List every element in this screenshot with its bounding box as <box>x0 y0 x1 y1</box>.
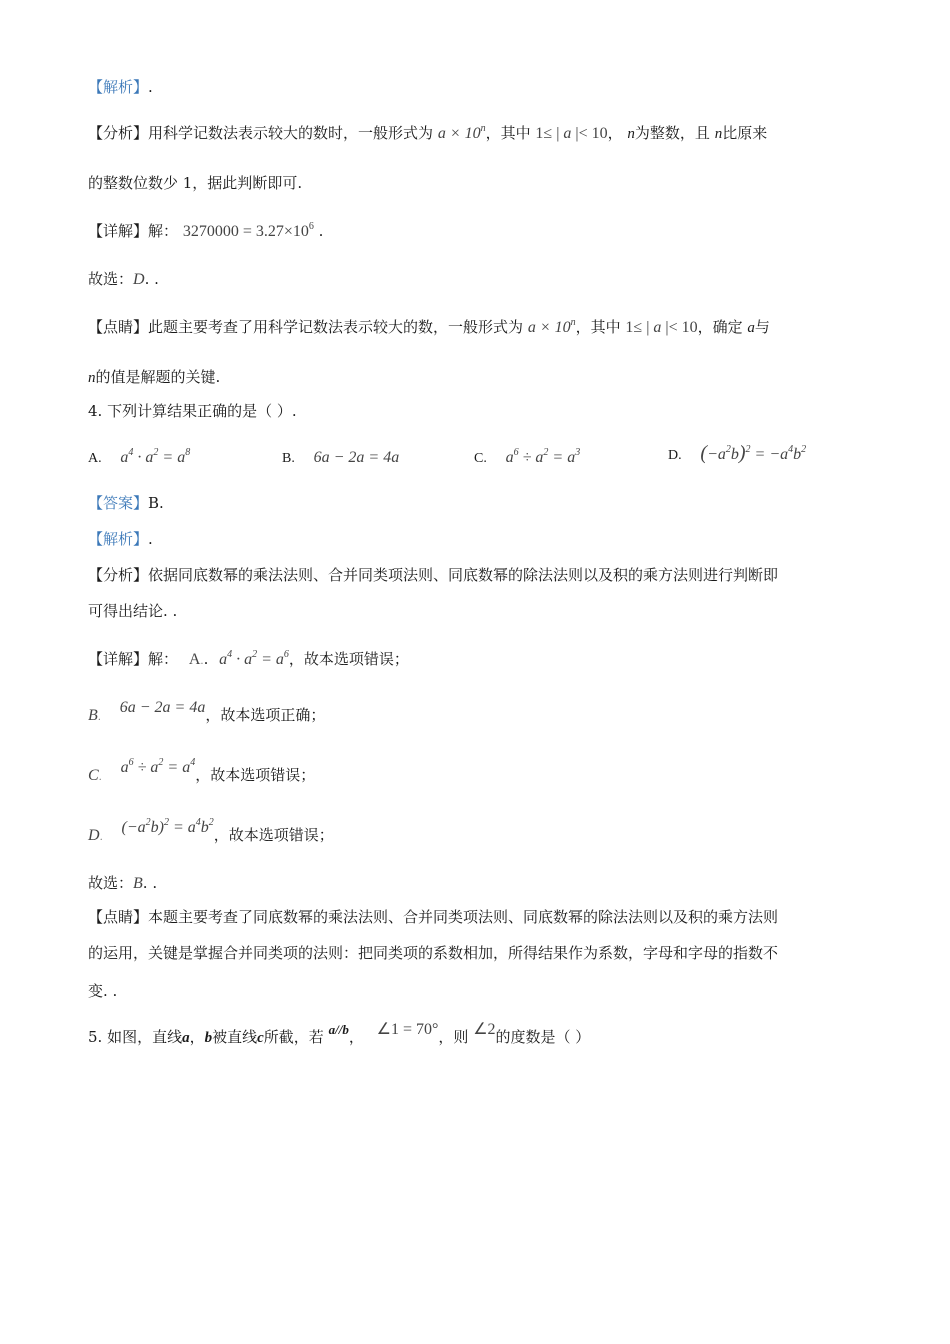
answer-value: B. <box>148 494 164 512</box>
q4-xiangjie-a: 【详解】解： A.. $a^4 \cdot a^2 = a^6$，故本选项错误； <box>88 649 409 668</box>
q4-dianjing-line3: 变. . <box>88 982 118 1000</box>
angle-2-symbol: ∠2 <box>473 1021 496 1038</box>
q4-dianjing-line1: 【点睛】本题主要考查了同底数幂的乘法法则、合并同类项法则、同底数幂的除法法则以及积的乘方法则 <box>88 908 779 926</box>
q4-dianjing-line2: 的运用，关键是掌握合并同类项的法则：把同类项的系数相加，所得结果作为系数，字母和字母的指数不 <box>88 944 779 962</box>
q3-jiexi-line: 【解析】. <box>88 78 153 96</box>
q4-option-a: A. $a^4 \cdot a^2 = a^8$ <box>88 447 191 466</box>
q5-stem: 5. 如图，直线a，b被直线c所截，若 a//b， ∠1 = 70°，则 ∠2的度数是（ ） <box>88 1021 591 1046</box>
fenxi-tag: 【分析】 <box>88 566 149 584</box>
q4-option-d: D. $(-a^2b)^2 = -a^4b^2$ <box>668 442 807 464</box>
q4-xiangjie-b: B. 6a − 2a = 4a，故本选项正确； <box>88 699 326 724</box>
xiangjie-tag: 【详解】 <box>88 650 149 668</box>
q4-fenxi-line2: 可得出结论. . <box>88 602 178 620</box>
sci-notation-formula: $a \times 10^n$ <box>437 123 486 142</box>
q4-guxuan-line: 故选：B. . <box>88 874 158 892</box>
q3-guxuan-line: 故选：D. . <box>88 270 159 288</box>
range-condition: 1≤ | a |< 10 <box>535 125 608 142</box>
q4-option-b: B. 6a − 2a = 4a <box>282 449 400 466</box>
angle-1-value: ∠1 = 70° <box>376 1021 439 1038</box>
q3-dianjing-line2: n的值是解题的关键. <box>88 368 221 386</box>
fenxi-tag: 【分析】 <box>88 124 149 142</box>
q3-fenxi-line2: 的整数位数少 1，据此判断即可. <box>88 174 303 192</box>
q3-fenxi-line: 【分析】用科学记数法表示较大的数时，一般形式为 $a \times 10^n$，其中 1≤ | a |< 10， n为整数，且 n比原来 <box>88 123 768 142</box>
q4-option-c: C. $a^6 \div a^2 = a^3$ <box>474 447 581 466</box>
q4-stem: 4. 下列计算结果正确的是（ ）. <box>88 402 297 420</box>
q4-xiangjie-c: C. $a^6 \div a^2 = a^4$，故本选项错误； <box>88 757 316 784</box>
parallel-condition: a//b <box>328 1022 349 1037</box>
xiangjie-tag: 【详解】 <box>88 222 149 240</box>
q4-xiangjie-d: D. $(-a^2b)^2 = a^4b^2$，故本选项错误； <box>88 817 334 844</box>
q3-xiangjie-line: 【详解】解： $3270000 = 3.27\times 10^6$ . <box>88 221 324 240</box>
dianjing-tag: 【点睛】 <box>88 908 149 926</box>
calc-expression: $3270000 = 3.27\times 10^6$ <box>182 221 314 240</box>
q4-jiexi-line: 【解析】. <box>88 530 153 548</box>
dianjing-tag: 【点睛】 <box>88 318 149 336</box>
jiexi-tag: 【解析】 <box>88 530 149 548</box>
answer-tag: 【答案】 <box>88 494 149 512</box>
q4-answer-line <box>88 492 164 514</box>
q3-dianjing-line: 【点睛】此题主要考查了用科学记数法表示较大的数，一般形式为 $a \times 10^n$，其中 1≤ | a |< 10，确定 a与 <box>88 317 770 336</box>
jiexi-tag: 【解析】 <box>88 78 149 96</box>
q4-fenxi-line: 【分析】依据同底数幂的乘法法则、合并同类项法则、同底数幂的除法法则以及积的乘方法则进行判断即 <box>88 566 779 584</box>
